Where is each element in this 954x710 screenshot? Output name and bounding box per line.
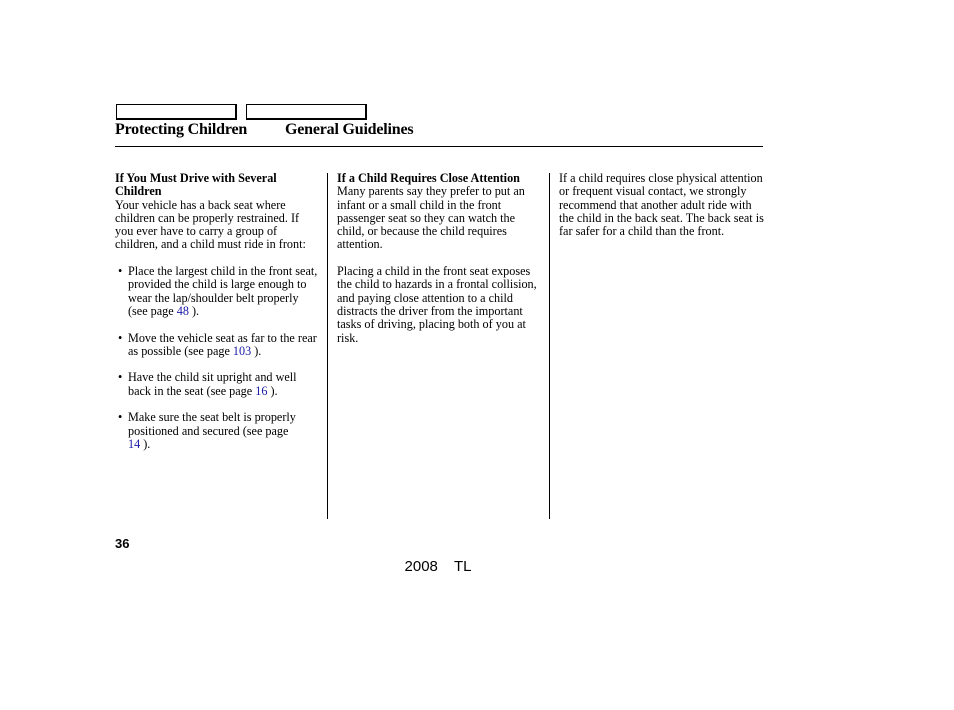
list-item-end: ).: [251, 343, 262, 358]
list-item: [115, 371, 320, 398]
column-1: [115, 172, 320, 451]
column-3-paragraph-1: If a child requires close physical attention or frequent visual contact, we strongly recommend that another adult ride with the child in the back seat. The back seat is far safer for a child than the front.: [559, 171, 764, 239]
column-1-intro: Your vehicle has a back seat where children can be properly restrained. If you ever have to carry a group of children, and a child must ride in front:: [115, 197, 306, 252]
column-1-heading: If You Must Drive with Several Children: [115, 171, 277, 199]
section-title: Protecting Children: [115, 121, 248, 138]
list-item-text: Place the largest child in the front seat, provided the child is large enough to wear the lap/shoulder belt properly (see page: [128, 264, 318, 318]
list-item-end: ).: [267, 383, 278, 398]
list-item: [115, 332, 320, 359]
subsection-title: General Guidelines: [285, 121, 414, 138]
column-2: [337, 172, 544, 345]
list-item-end: ).: [188, 303, 200, 318]
bullet-icon: •: [118, 410, 123, 425]
list-item-text: Move the vehicle seat as far to the rear as possible (see page: [128, 330, 317, 358]
list-item: [115, 411, 320, 451]
list-item-text: Make sure the seat belt is properly positioned and secured (see page: [128, 410, 296, 438]
page-number: 36: [115, 536, 130, 551]
guideline-list: [115, 265, 320, 451]
footer-model: 2008 TL: [404, 558, 472, 575]
list-item: [115, 265, 320, 318]
page-link-14[interactable]: 14: [128, 436, 141, 451]
list-item-text: Have the child sit upright and well back in the seat (see page: [128, 370, 297, 398]
header-tab-box-right: [246, 104, 367, 120]
page-link-103[interactable]: 103: [232, 343, 252, 358]
list-item-end: ).: [140, 436, 151, 451]
column-2-heading: If a Child Requires Close Attention: [337, 171, 520, 185]
header-tab-box-left: [116, 104, 237, 120]
header-divider: [115, 146, 763, 147]
column-divider-1: [327, 173, 328, 519]
page-link-16[interactable]: 16: [255, 383, 268, 398]
column-2-paragraph-1: Many parents say they prefer to put an infant or a small child in the front passenger seat so they can watch the child, or because the child requires attention.: [337, 184, 525, 252]
column-3: [559, 172, 764, 238]
column-divider-2: [549, 173, 550, 519]
bullet-icon: •: [118, 370, 123, 385]
bullet-icon: •: [118, 330, 123, 345]
bullet-icon: •: [118, 264, 123, 279]
column-2-paragraph-2: Placing a child in the front seat exposes the child to hazards in a frontal collision, and paying close attention to a child distracts the driver from the important tasks of driving, placing both of you at risk.: [337, 264, 537, 345]
page-link-48[interactable]: 48: [176, 303, 189, 318]
